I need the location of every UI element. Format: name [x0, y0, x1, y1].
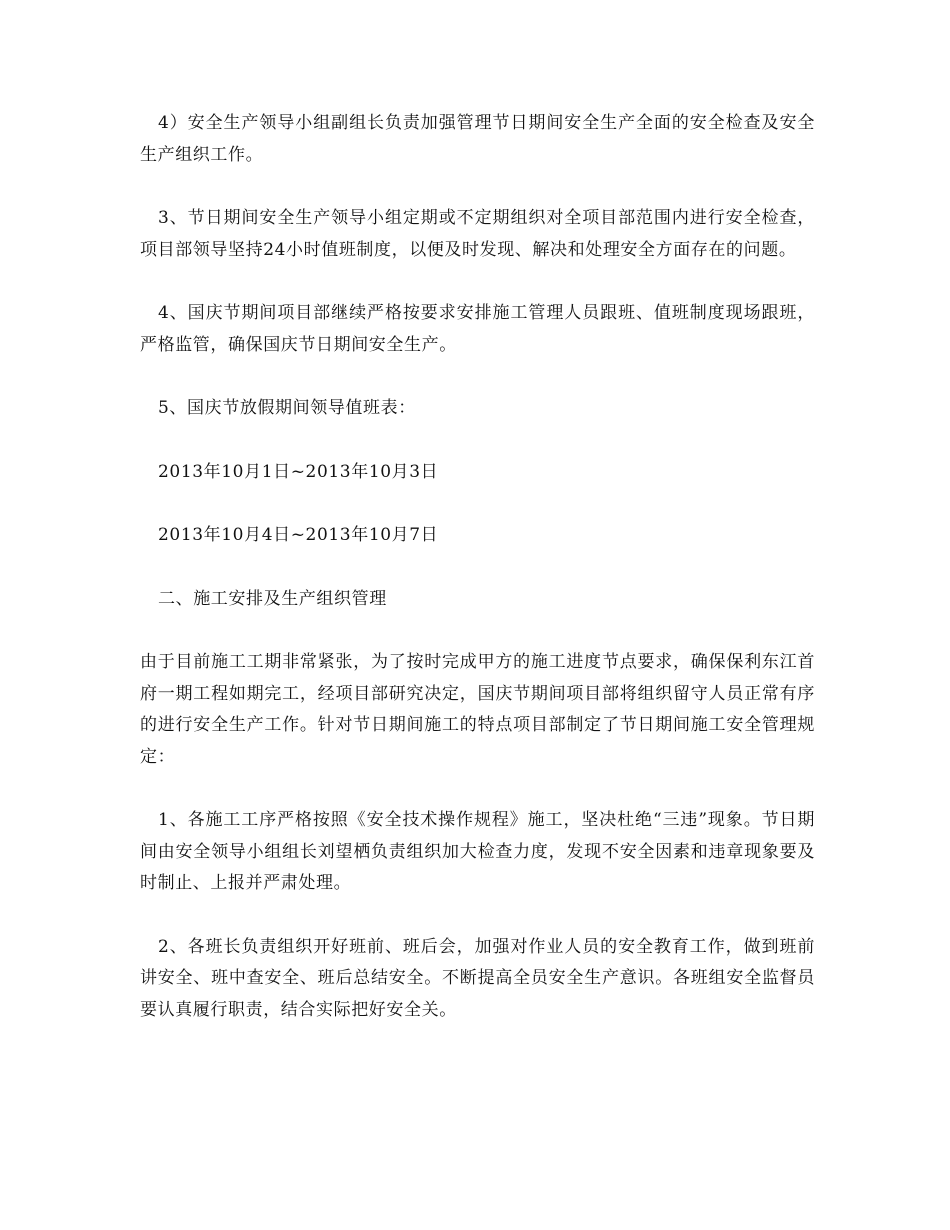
- paragraph-construction-arrangement: 由于目前施工工期非常紧张，为了按时完成甲方的施工进度节点要求，确保保利东江首府一期工程如期完工，经项目部研究决定，国庆节期间项目部将组织留守人员正常有序的进行安全生产工作。针对节日期间施工的特点项目部制定了节日期间施工安全管理规定：: [140, 652, 815, 767]
- paragraph-inspection: 3、节日期间安全生产领导小组定期或不定期组织对全项目部范围内进行安全检查，项目部领导坚持24小时值班制度，以便及时发现、解决和处理安全方面存在的问题。: [140, 208, 815, 260]
- section-heading-construction: 二、施工安排及生产组织管理: [158, 588, 387, 609]
- paragraph-rule-2: 2、各班长负责组织开好班前、班后会，加强对作业人员的安全教育工作，做到班前讲安全、班中查安全、班后总结安全。不断提高全员安全生产意识。各班组安全监督员要认真履行职责，结合实际把好安全关。: [140, 936, 815, 1020]
- duty-period-1: 2013年10月1日~2013年10月3日: [158, 461, 439, 482]
- paragraph-rule-1: 1、各施工工序严格按照《安全技术操作规程》施工，坚决杜绝“三违”现象。节日期间由安全领导小组组长刘望栖负责组织加大检查力度，发现不安全因素和违章现象要及时制止、上报并严肃处理。: [140, 810, 815, 893]
- duty-period-2: 2013年10月4日~2013年10月7日: [158, 525, 439, 545]
- paragraph-leader-duty: 4）安全生产领导小组副组长负责加强管理节日期间安全生产全面的安全检查及安全生产组织工作。: [140, 113, 815, 165]
- paragraph-duty-roster-heading: 5、国庆节放假期间领导值班表：: [158, 398, 416, 418]
- paragraph-national-day-supervision: 4、国庆节期间项目部继续严格按要求安排施工管理人员跟班、值班制度现场跟班，严格监管，确保国庆节日期间安全生产。: [140, 303, 815, 355]
- document-page: [140, 108, 815, 1026]
